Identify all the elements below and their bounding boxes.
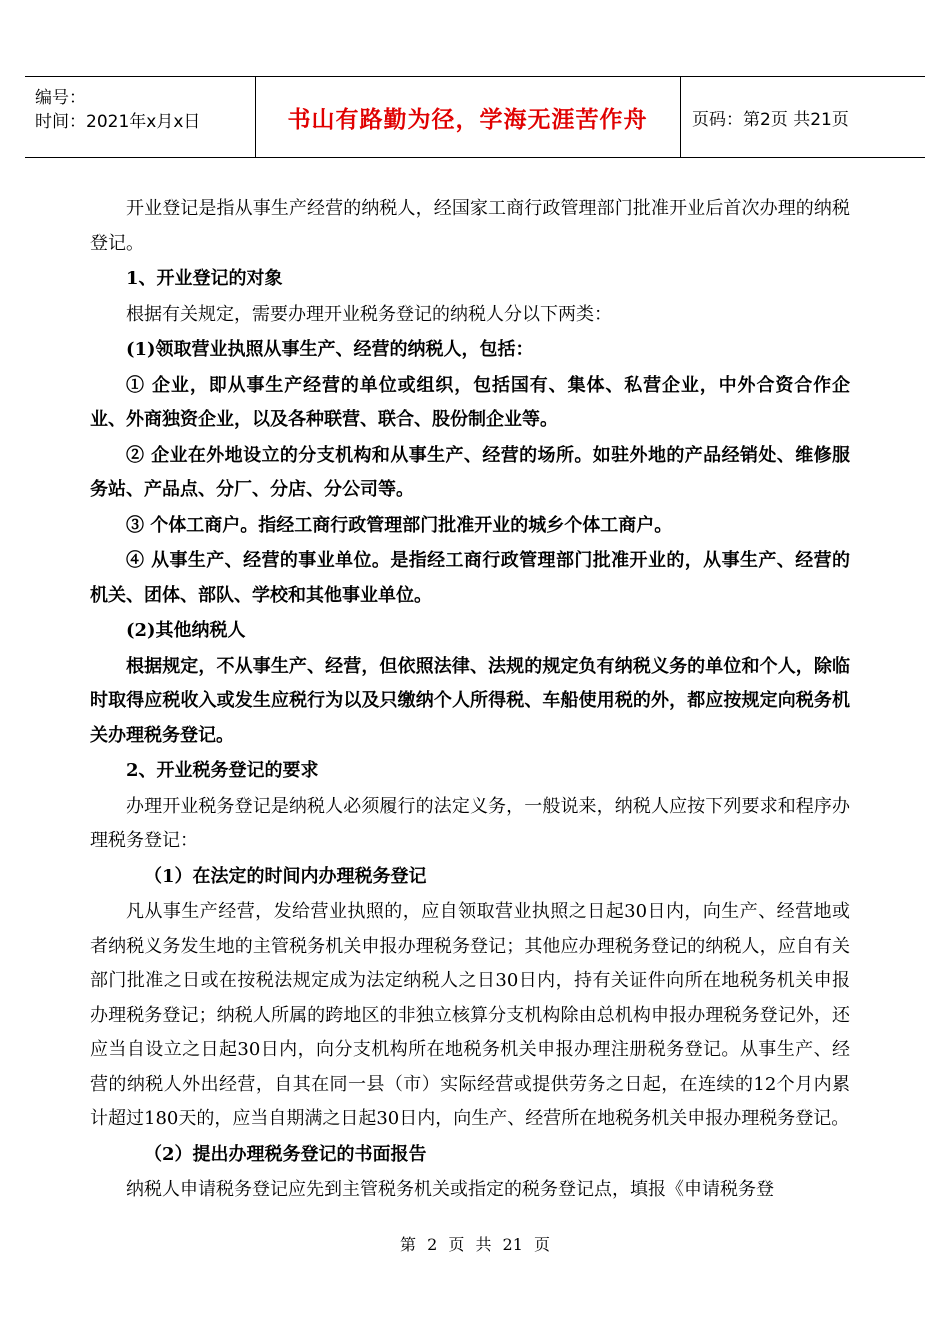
section-heading-2: 2、开业税务登记的要求	[126, 760, 319, 781]
list-item: ③ 个体工商户。指经工商行政管理部门批准开业的城乡个体工商户。	[126, 514, 673, 536]
document-body	[90, 192, 850, 1208]
paragraph: 纳税人申请税务登记应先到主管税务机关或指定的税务登记点，填报《申请税务登	[126, 1179, 774, 1200]
paragraph: 凡从事生产经营，发给营业执照的，应自领取营业执照之日起30日内，向生产、经营地或者纳税义务发生地的主管税务机关申报办理税务登记；其他应办理税务登记的纳税人，应自有关部门批准之日或在按税法规定成为法定纳税人之日30日内，持有关证件向所在地税务机关申报办理税务登记；纳税人所属的跨地区的非独立核算分支机构除由总机构申报办理税务登记外，还应当自设立之日起30日内，向分支机构所在地税务机关申报办理注册税务登记。从事生产、经营的纳税人外出经营，自其在同一县（市）实际经营或提供劳务之日起，在连续的12个月内累计超过180天的，应当自期满之日起30日内，向生产、经营所在地税务机关申报办理税务登记。	[90, 901, 850, 1129]
header-motto: 书山有路勤为径，学海无涯苦作舟	[255, 77, 681, 157]
list-item: ① 企业，即从事生产经营的单位或组织，包括国有、集体、私营企业，中外合资合作企业、外商独资企业，以及各种联营、联合、股份制企业等。	[90, 374, 850, 430]
section-heading-1: 1、开业登记的对象	[126, 268, 283, 289]
page-header	[25, 76, 925, 158]
subheading: （2）提出办理税务登记的书面报告	[144, 1143, 427, 1165]
paragraph: 根据有关规定，需要办理开业税务登记的纳税人分以下两类：	[126, 303, 612, 325]
subheading: (2)其他纳税人	[126, 620, 246, 641]
time-label: 时间：2021年x月x日	[35, 112, 201, 132]
paragraph: 办理开业税务登记是纳税人必须履行的法定义务，一般说来，纳税人应按下列要求和程序办理税务登记：	[90, 795, 850, 851]
paragraph-intro: 开业登记是指从事生产经营的纳税人，经国家工商行政管理部门批准开业后首次办理的纳税登记。	[90, 198, 850, 254]
number-label: 编号：	[35, 88, 86, 108]
paragraph: 根据规定，不从事生产、经营，但依照法律、法规的规定负有纳税义务的单位和个人，除临时取得应税收入或发生应税行为以及只缴纳个人所得税、车船使用税的外，都应按规定向税务机关办理税务登记。	[90, 655, 850, 746]
subheading: (1)领取营业执照从事生产、经营的纳税人，包括：	[126, 339, 534, 360]
page-footer: 第 2 页 共 21 页	[400, 1235, 550, 1254]
header-page-info: 页码：第2页 共21页	[692, 109, 849, 130]
subheading: （1）在法定的时间内办理税务登记	[144, 865, 427, 887]
list-item: ④ 从事生产、经营的事业单位。是指经工商行政管理部门批准开业的，从事生产、经营的机关、团体、部队、学校和其他事业单位。	[90, 550, 850, 606]
list-item: ② 企业在外地设立的分支机构和从事生产、经营的场所。如驻外地的产品经销处、维修服务站、产品点、分厂、分店、分公司等。	[90, 444, 850, 500]
header-meta	[25, 77, 256, 157]
